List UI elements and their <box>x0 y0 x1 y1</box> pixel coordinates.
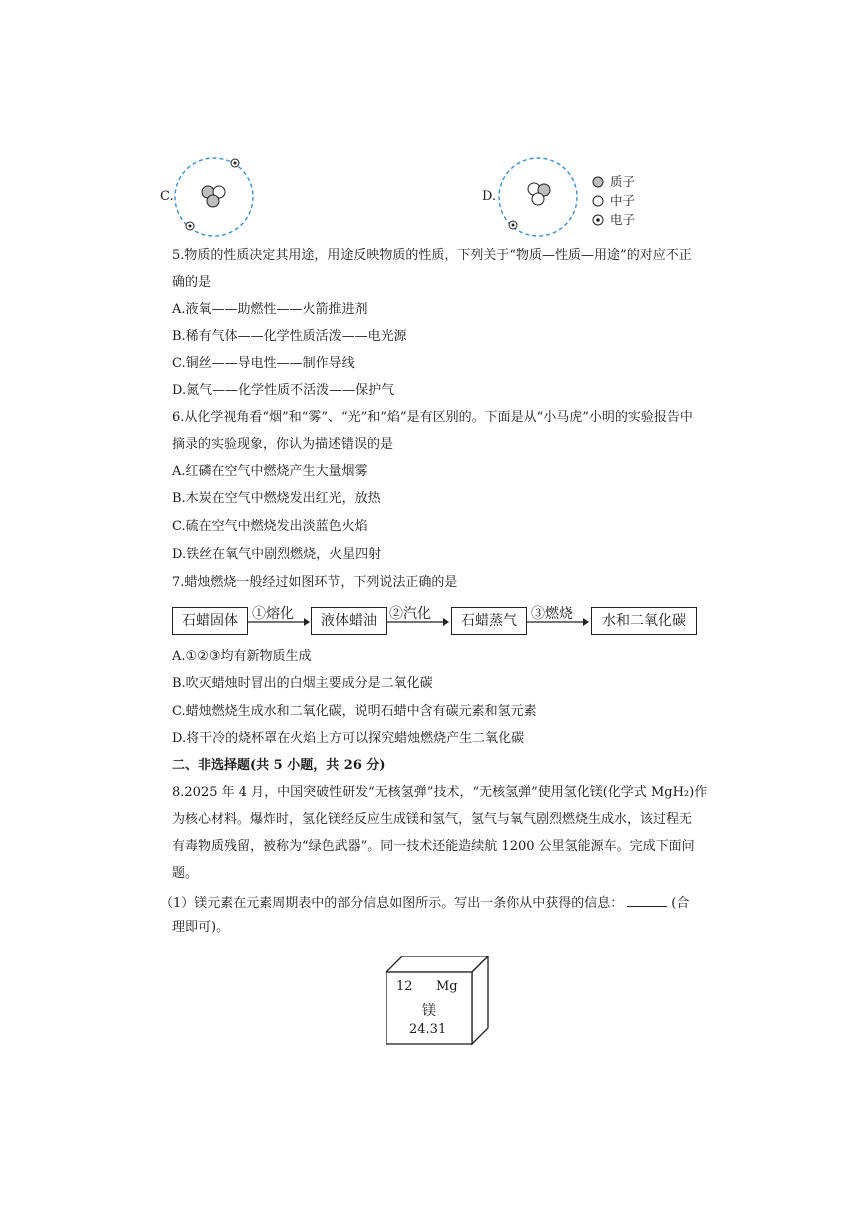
candle-process-flowchart <box>172 607 702 641</box>
flow-step-melt: ①熔化 <box>252 606 294 622</box>
q8-line2: 为核心材料。爆炸时，氢化镁经反应生成镁和氢气，氢气与氧气剧烈燃烧生成水，该过程无 <box>172 812 693 827</box>
legend-neutron-label: 中子 <box>610 193 636 208</box>
flow-step-burn: ③燃烧 <box>531 606 573 622</box>
section-2-title: 二、非选择题(共 5 小题，共 26 分) <box>172 758 386 773</box>
q6-option-b: B.木炭在空气中燃烧发出红光，放热 <box>172 491 381 506</box>
element-name: 镁 <box>422 1003 436 1019</box>
q8-sub1-tail: (合 <box>671 896 690 911</box>
q7-option-a: A.①②③均有新物质生成 <box>172 649 312 664</box>
legend-electron-label: 电子 <box>610 212 636 227</box>
atom-diagram-c <box>172 155 256 239</box>
legend-proton <box>592 172 635 191</box>
element-atomic-mass: 24.31 <box>409 1022 447 1037</box>
q6-stem-line1: 6.从化学视角看“烟”和“雾”、“光”和“焰”是有区别的。下面是从“小马虎”小明的实验报告中 <box>172 410 693 425</box>
q8-line1: 8.2025 年 4 月，中国突破性研发“无核氢弹”技术，“无核氢弹”使用氢化镁(化学式 MgH₂)作 <box>172 785 708 800</box>
q5-option-d: D.氮气——化学性质不活泼——保护气 <box>172 383 395 398</box>
q6-option-d: D.铁丝在氧气中剧烈燃烧，火星四射 <box>172 547 382 562</box>
q8-sub1-line1 <box>160 892 689 913</box>
legend-electron <box>592 210 635 229</box>
q6-option-a: A.红磷在空气中燃烧产生大量烟雾 <box>172 464 368 479</box>
proton-c2 <box>207 195 219 207</box>
element-symbol: Mg <box>436 979 458 994</box>
electron-icon <box>592 214 604 226</box>
q8-sub1-text: （1）镁元素在元素周期表中的部分信息如图所示。写出一条你从中获得的信息： <box>160 896 624 911</box>
flow-box-wax-vapor: 石蜡蒸气 <box>451 607 527 635</box>
q8-line4: 题。 <box>172 866 199 881</box>
q5-stem-line1: 5.物质的性质决定其用途，用途反映物质的性质，下列关于“物质—性质—用途”的对应不正 <box>172 248 692 263</box>
atom-legend <box>592 172 635 229</box>
q6-stem-line2: 摘录的实验现象，你认为描述错误的是 <box>172 437 394 452</box>
q5-option-b: B.稀有气体——化学性质活泼——电光源 <box>172 329 407 344</box>
legend-proton-label: 质子 <box>610 174 636 189</box>
neutron-icon <box>592 195 604 207</box>
option-c-label: C. <box>160 189 174 204</box>
q7-stem: 7.蜡烛燃烧一般经过如图环节，下列说法正确的是 <box>172 575 458 590</box>
element-atomic-number: 12 <box>396 979 413 994</box>
legend-neutron <box>592 191 635 210</box>
proton-icon <box>592 176 604 188</box>
atom-diagram-d <box>496 155 580 239</box>
q7-option-d: D.将干冷的烧杯罩在火焰上方可以探究蜡烛燃烧产生二氧化碳 <box>172 731 525 746</box>
flow-step-vaporize: ②汽化 <box>389 606 431 622</box>
flow-box-products: 水和二氧化碳 <box>591 607 697 635</box>
option-d-label: D. <box>482 189 497 204</box>
q8-sub1-line2: 理即可)。 <box>172 920 230 935</box>
q5-stem-line2: 确的是 <box>172 275 212 290</box>
q7-option-c: C.蜡烛燃烧生成水和二氧化碳，说明石蜡中含有碳元素和氢元素 <box>172 704 537 719</box>
q8-line3: 有毒物质残留，被称为“绿色武器”。同一技术还能造续航 1200 公里氢能源车。完成下面问 <box>172 839 695 854</box>
q7-option-b: B.吹灭蜡烛时冒出的白烟主要成分是二氧化碳 <box>172 676 433 691</box>
q5-option-c: C.铜丝——导电性——制作导线 <box>172 356 355 371</box>
flow-box-solid-wax: 石蜡固体 <box>172 607 248 635</box>
answer-blank[interactable] <box>627 892 667 907</box>
flow-box-liquid-wax: 液体蜡油 <box>311 607 387 635</box>
q5-option-a: A.液氧——助燃性——火箭推进剂 <box>172 302 368 317</box>
q6-option-c: C.硫在空气中燃烧发出淡蓝色火焰 <box>172 519 368 534</box>
neutron-d2 <box>532 193 544 205</box>
